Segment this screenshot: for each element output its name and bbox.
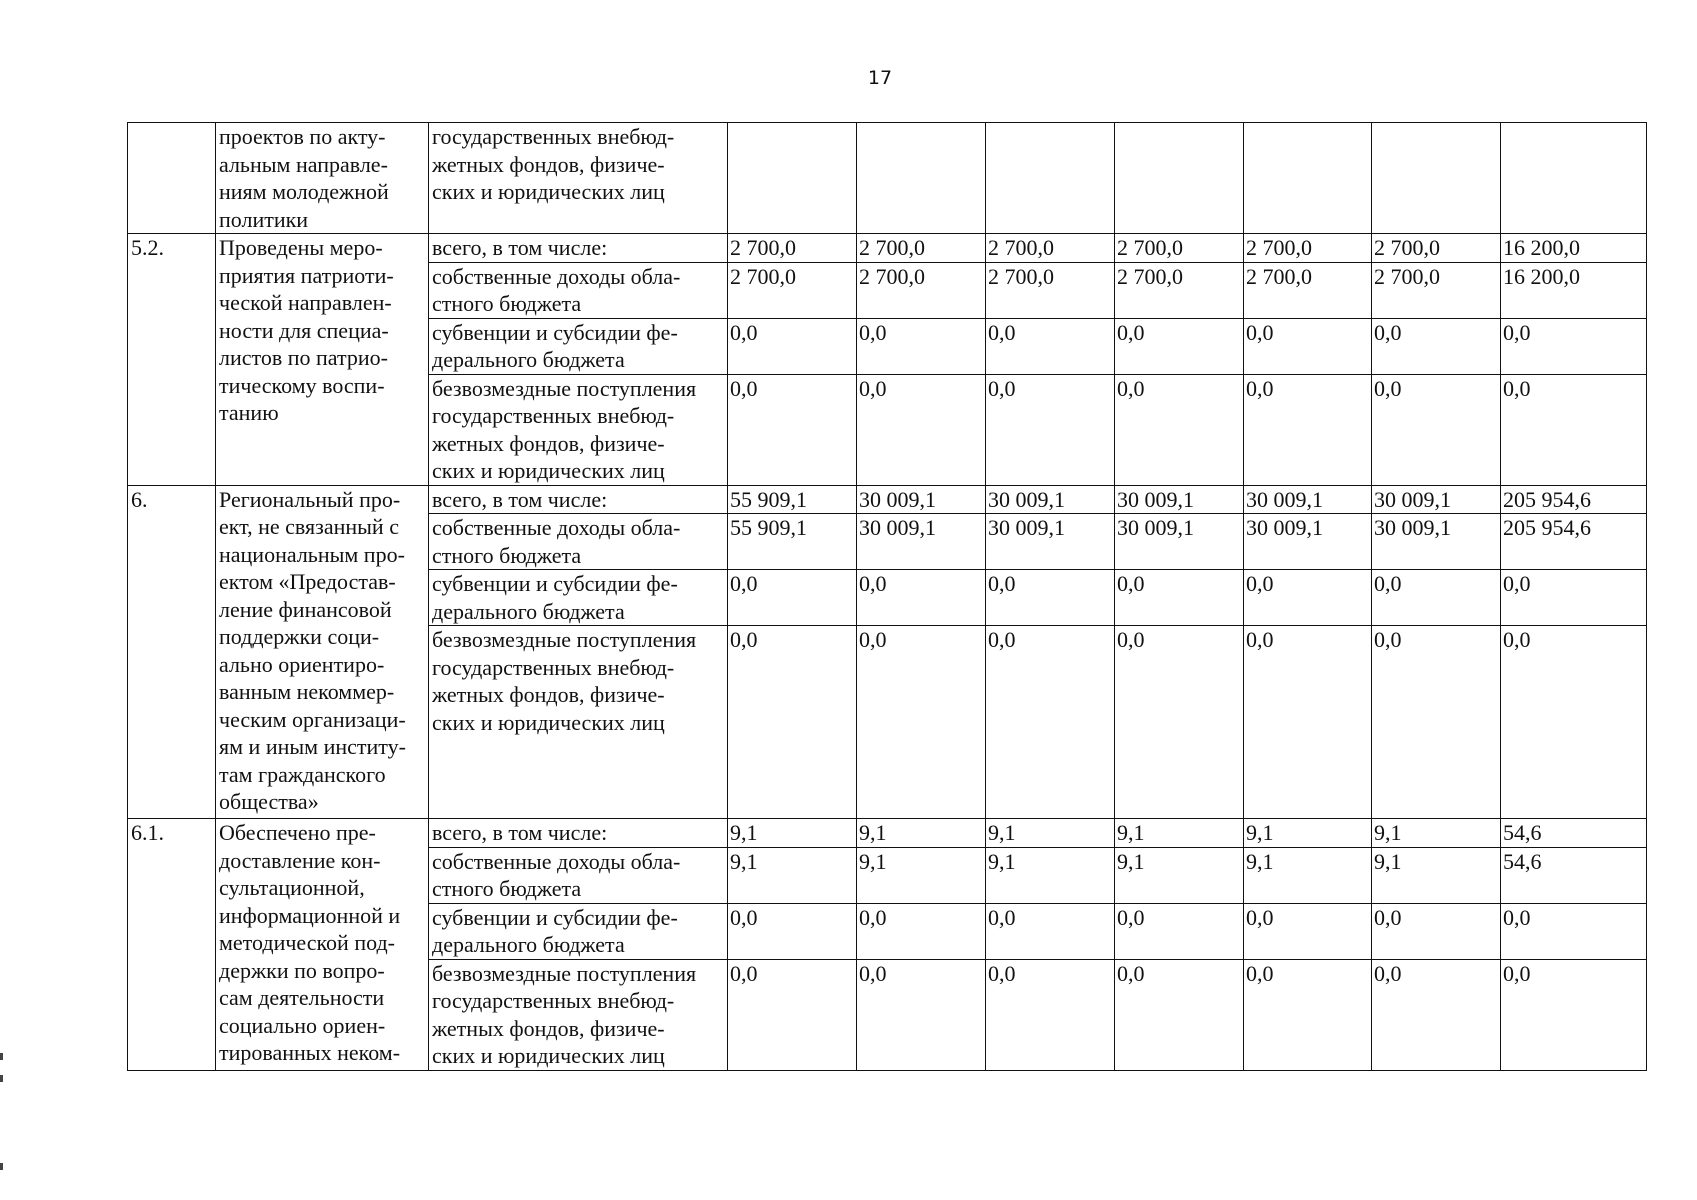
year-value-cell [857,123,986,234]
year-value-cell [728,123,857,234]
year-value-cell: 9,1 [1244,847,1372,903]
year-value-cell: 9,1 [986,819,1115,848]
year-value-cell: 0,0 [1115,626,1244,819]
year-value-cell: 0,0 [1372,570,1501,626]
year-value-cell: 0,0 [1244,318,1372,374]
funding-source: субвенции и субсидии фе- дерального бюджета [429,903,728,959]
year-value-cell: 9,1 [1115,847,1244,903]
year-value-cell: 0,0 [1115,318,1244,374]
year-value-cell: 9,1 [1244,819,1372,848]
table-row [128,485,1647,514]
year-value-cell: 0,0 [1372,626,1501,819]
year-value-cell: 9,1 [728,819,857,848]
activity-name: Региональный про- ект, не связанный с национальным про- ектом «Предостав- ление финансовой поддержки соци- ально ориентиро- ванным некоммер- ческим организаци- ям и иным институ- там гражданского общества» [216,485,429,819]
total-value-cell: 54,6 [1501,847,1647,903]
funding-source: собственные доходы обла- стного бюджета [429,262,728,318]
total-value-cell: 0,0 [1501,903,1647,959]
year-value-cell: 30 009,1 [1372,514,1501,570]
table-body [128,123,1647,1071]
year-value-cell: 9,1 [1372,847,1501,903]
funding-source: субвенции и субсидии фе- дерального бюджета [429,570,728,626]
total-value-cell: 205 954,6 [1501,514,1647,570]
year-value-cell: 30 009,1 [1244,485,1372,514]
margin-mark [0,1053,3,1060]
activity-name: проектов по акту- альным направле- ниям молодежной политики [216,123,429,234]
year-value-cell: 0,0 [857,626,986,819]
year-value-cell: 2 700,0 [1115,234,1244,263]
year-value-cell: 0,0 [728,626,857,819]
year-value-cell: 0,0 [1372,374,1501,485]
row-number: 6. [128,485,216,819]
year-value-cell: 2 700,0 [1372,262,1501,318]
year-value-cell [986,123,1115,234]
year-value-cell: 9,1 [857,819,986,848]
year-value-cell: 0,0 [857,570,986,626]
year-value-cell: 0,0 [1372,959,1501,1070]
year-value-cell: 55 909,1 [728,514,857,570]
row-number: 6.1. [128,819,216,1071]
margin-mark [0,1075,3,1082]
year-value-cell: 9,1 [1115,819,1244,848]
year-value-cell: 0,0 [1115,959,1244,1070]
year-value-cell: 9,1 [857,847,986,903]
total-value-cell: 0,0 [1501,374,1647,485]
row-number [128,123,216,234]
funding-source: безвозмездные поступления государственных внебюд- жетных фондов, физиче- ских и юридических лиц [429,626,728,819]
year-value-cell: 30 009,1 [1372,485,1501,514]
activity-name: Проведены меро- приятия патриоти- ческой направлен- ности для специа- листов по патрио- тическому воспи- танию [216,234,429,486]
year-value-cell [1115,123,1244,234]
funding-source: всего, в том числе: [429,485,728,514]
year-value-cell: 0,0 [1244,570,1372,626]
funding-source: собственные доходы обла- стного бюджета [429,514,728,570]
year-value-cell: 30 009,1 [1115,485,1244,514]
year-value-cell: 2 700,0 [1372,234,1501,263]
year-value-cell: 0,0 [857,903,986,959]
year-value-cell: 2 700,0 [857,234,986,263]
year-value-cell: 0,0 [1372,318,1501,374]
page-number: 17 [867,67,893,89]
year-value-cell: 0,0 [1115,570,1244,626]
activity-name: Обеспечено пре- доставление кон- сультационной, информационной и методической под- держки по вопро- сам деятельности социально ориен- тированных неком- [216,819,429,1071]
year-value-cell: 0,0 [986,959,1115,1070]
year-value-cell: 2 700,0 [857,262,986,318]
year-value-cell: 30 009,1 [986,514,1115,570]
total-value-cell: 16 200,0 [1501,234,1647,263]
total-value-cell: 0,0 [1501,318,1647,374]
funding-source: безвозмездные поступления государственных внебюд- жетных фондов, физиче- ских и юридических лиц [429,374,728,485]
funding-source: субвенции и субсидии фе- дерального бюджета [429,318,728,374]
year-value-cell: 0,0 [728,903,857,959]
year-value-cell: 0,0 [1372,903,1501,959]
year-value-cell: 30 009,1 [986,485,1115,514]
table-row [128,234,1647,263]
year-value-cell: 0,0 [1244,626,1372,819]
year-value-cell: 0,0 [986,903,1115,959]
year-value-cell: 0,0 [728,959,857,1070]
year-value-cell: 2 700,0 [986,234,1115,263]
total-value-cell: 0,0 [1501,626,1647,819]
funding-source: государственных внебюд- жетных фондов, физиче- ских и юридических лиц [429,123,728,234]
year-value-cell: 0,0 [1244,903,1372,959]
year-value-cell: 30 009,1 [1244,514,1372,570]
year-value-cell: 0,0 [986,318,1115,374]
year-value-cell: 0,0 [1115,903,1244,959]
year-value-cell: 0,0 [857,318,986,374]
year-value-cell: 0,0 [1244,959,1372,1070]
year-value-cell: 30 009,1 [857,485,986,514]
total-value-cell: 0,0 [1501,570,1647,626]
funding-source: безвозмездные поступления государственных внебюд- жетных фондов, физиче- ских и юридических лиц [429,959,728,1070]
year-value-cell: 9,1 [1372,819,1501,848]
total-value-cell: 0,0 [1501,959,1647,1070]
table-row [128,819,1647,848]
year-value-cell: 55 909,1 [728,485,857,514]
year-value-cell: 30 009,1 [857,514,986,570]
year-value-cell: 9,1 [986,847,1115,903]
year-value-cell: 0,0 [986,374,1115,485]
year-value-cell: 2 700,0 [1244,234,1372,263]
year-value-cell: 2 700,0 [728,262,857,318]
row-number: 5.2. [128,234,216,486]
year-value-cell [1244,123,1372,234]
total-value-cell: 205 954,6 [1501,485,1647,514]
budget-table [127,122,1647,1071]
funding-source: собственные доходы обла- стного бюджета [429,847,728,903]
year-value-cell: 0,0 [728,374,857,485]
year-value-cell: 0,0 [1244,374,1372,485]
year-value-cell: 2 700,0 [728,234,857,263]
year-value-cell: 2 700,0 [1115,262,1244,318]
year-value-cell: 0,0 [986,570,1115,626]
year-value-cell [1372,123,1501,234]
year-value-cell: 2 700,0 [986,262,1115,318]
total-value-cell: 54,6 [1501,819,1647,848]
total-value-cell: 16 200,0 [1501,262,1647,318]
funding-source: всего, в том числе: [429,234,728,263]
year-value-cell: 30 009,1 [1115,514,1244,570]
year-value-cell: 0,0 [728,318,857,374]
year-value-cell: 0,0 [728,570,857,626]
funding-source: всего, в том числе: [429,819,728,848]
table-row [128,123,1647,234]
year-value-cell: 0,0 [857,959,986,1070]
year-value-cell: 2 700,0 [1244,262,1372,318]
year-value-cell: 9,1 [728,847,857,903]
year-value-cell: 0,0 [857,374,986,485]
total-value-cell [1501,123,1647,234]
year-value-cell: 0,0 [1115,374,1244,485]
year-value-cell: 0,0 [986,626,1115,819]
margin-mark [0,1163,3,1170]
